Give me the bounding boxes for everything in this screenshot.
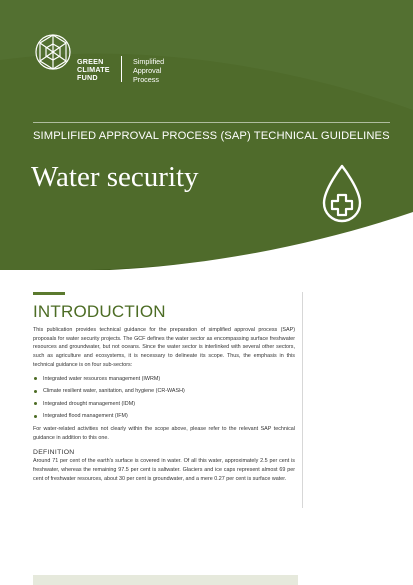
page-title: Water security xyxy=(31,161,199,193)
intro-body xyxy=(33,326,295,483)
list-item: Integrated drought management (IDM) xyxy=(33,400,295,408)
globe-logo-icon xyxy=(33,32,73,72)
subsector-list xyxy=(33,375,295,421)
water-drop-plus-icon xyxy=(318,163,366,225)
callout-box xyxy=(33,575,298,585)
list-item: Integrated water resources management (IWRM) xyxy=(33,375,295,383)
scope-note-paragraph: For water-related activities not clearly within the scope above, please refer to the relevant SAP technical guidance in addition to this one. xyxy=(33,425,295,441)
intro-paragraph: This publication provides technical guidance for the preparation of simplified approval process (SAP) proposals for water security projects. The GCF defines the water sector as encompassing surface freshwater resources and groundwater, but not oceans. Since the water sector is interlinked with several other sectors, such as agriculture and ecosystems, it is necessary to delineate its scope. Thus, the emphasis in this technical guidance is on four sub-sectors: xyxy=(33,327,295,368)
org-name xyxy=(77,58,137,83)
program-line: Process xyxy=(133,75,159,84)
org-line: CLIMATE xyxy=(77,65,110,75)
cover-banner xyxy=(0,0,413,270)
section-accent-bar xyxy=(33,292,65,295)
program-name xyxy=(133,57,193,84)
section-heading: INTRODUCTION xyxy=(33,302,166,321)
program-line: Simplified xyxy=(133,57,165,66)
guidelines-subtitle: SIMPLIFIED APPROVAL PROCESS (SAP) TECHNICAL GUIDELINES xyxy=(33,130,390,142)
header-rule xyxy=(33,122,390,123)
program-line: Approval xyxy=(133,66,162,75)
column-divider xyxy=(302,292,303,508)
logo-divider xyxy=(121,56,122,82)
definition-paragraph: Around 71 per cent of the earth's surface is covered in water. Of all this water, approximately 2.5 per cent is freshwater, whereas the remaining 97.5 per cent is saltwater. Glaciers and ice caps represent almost 69 per cent of freshwater resources, about 30 per cent is groundwater, and a mere 0.27 per cent is surface water. xyxy=(33,458,295,482)
list-item: Integrated flood management (IFM) xyxy=(33,412,295,420)
definition-heading: DEFINITION xyxy=(33,449,75,457)
org-line: FUND xyxy=(77,73,98,83)
list-item: Climate resilient water, sanitation, and hygiene (CR-WASH) xyxy=(33,387,295,395)
org-line: GREEN xyxy=(77,57,104,66)
